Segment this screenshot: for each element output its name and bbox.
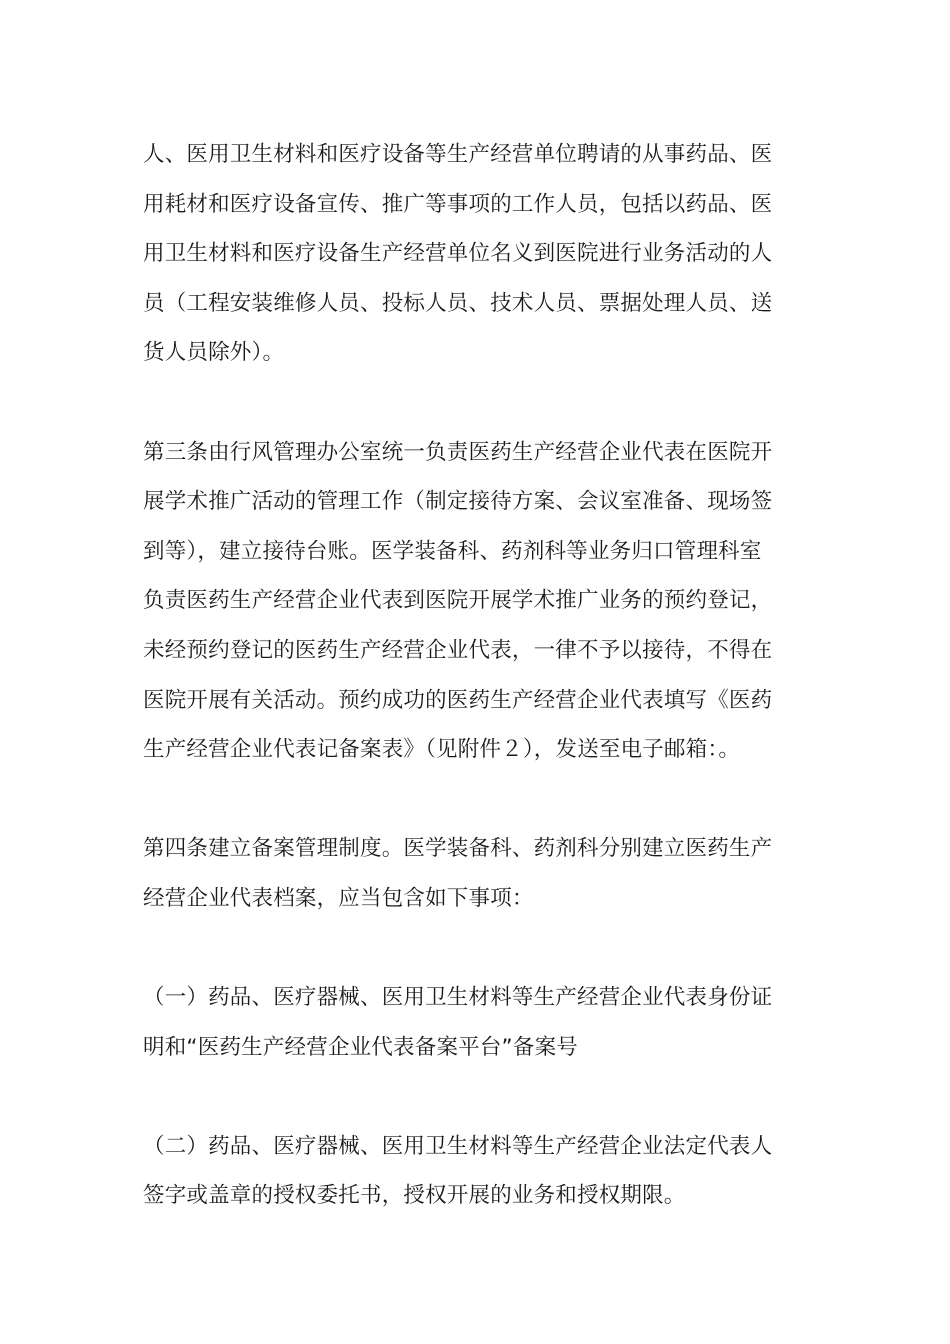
text-line: 货人员除外）。: [143, 340, 285, 366]
text-line: 员（工程安装维修人员、投标人员、技术人员、票据处理人员、送: [143, 290, 773, 316]
text-line: 展学术推广活动的管理工作（制定接待方案、会议室准备、现场签: [143, 489, 773, 515]
text-line: 经营企业代表档案，应当包含如下事项：: [143, 885, 534, 911]
text-line: 负责医药生产经营企业代表到医院开展学术推广业务的预约登记，: [143, 588, 773, 614]
text-line: 第四条建立备案管理制度。医学装备科、药剂科分别建立医药生产: [143, 836, 773, 862]
paragraph-gap: [143, 1072, 808, 1122]
paragraph-item-2: [143, 1122, 808, 1221]
text-line: 签字或盖章的授权委托书，授权开展的业务和授权期限。: [143, 1183, 686, 1209]
text-line: 第三条由行风管理办公室统一负责医药生产经营企业代表在医院开: [143, 439, 773, 465]
paragraph-gap: [143, 378, 808, 428]
text-line: （一）药品、医疗器械、医用卫生材料等生产经营企业代表身份证: [143, 985, 773, 1011]
text-line: 医院开展有关活动。预约成功的医药生产经营企业代表填写《医药: [143, 687, 773, 713]
paragraph-gap: [143, 924, 808, 974]
paragraph-article-3: [143, 428, 808, 775]
text-line: 用耗材和医疗设备宣传、推广等事项的工作人员，包括以药品、医: [143, 191, 773, 217]
text-line: 未经预约登记的医药生产经营企业代表，一律不予以接待，不得在: [143, 637, 773, 663]
text-line: 用卫生材料和医疗设备生产经营单位名义到医院进行业务活动的人: [143, 241, 773, 267]
text-line: 生产经营企业代表记备案表》（见附件２），发送至电子邮箱：。: [143, 737, 741, 763]
paragraph-item-1: [143, 973, 808, 1072]
text-line: （二）药品、医疗器械、医用卫生材料等生产经营企业法定代表人: [143, 1133, 773, 1159]
text-line: 明和“医药生产经营企业代表备案平台”备案号: [143, 1034, 578, 1060]
text-line: 到等），建立接待台账。医学装备科、药剂科等业务归口管理科室: [143, 538, 762, 564]
paragraph-scope: [143, 130, 808, 378]
paragraph-article-4: [143, 824, 808, 923]
document-body: [143, 130, 808, 1221]
text-line: 人、医用卫生材料和医疗设备等生产经营单位聘请的从事药品、医: [143, 142, 773, 167]
paragraph-gap: [143, 775, 808, 825]
